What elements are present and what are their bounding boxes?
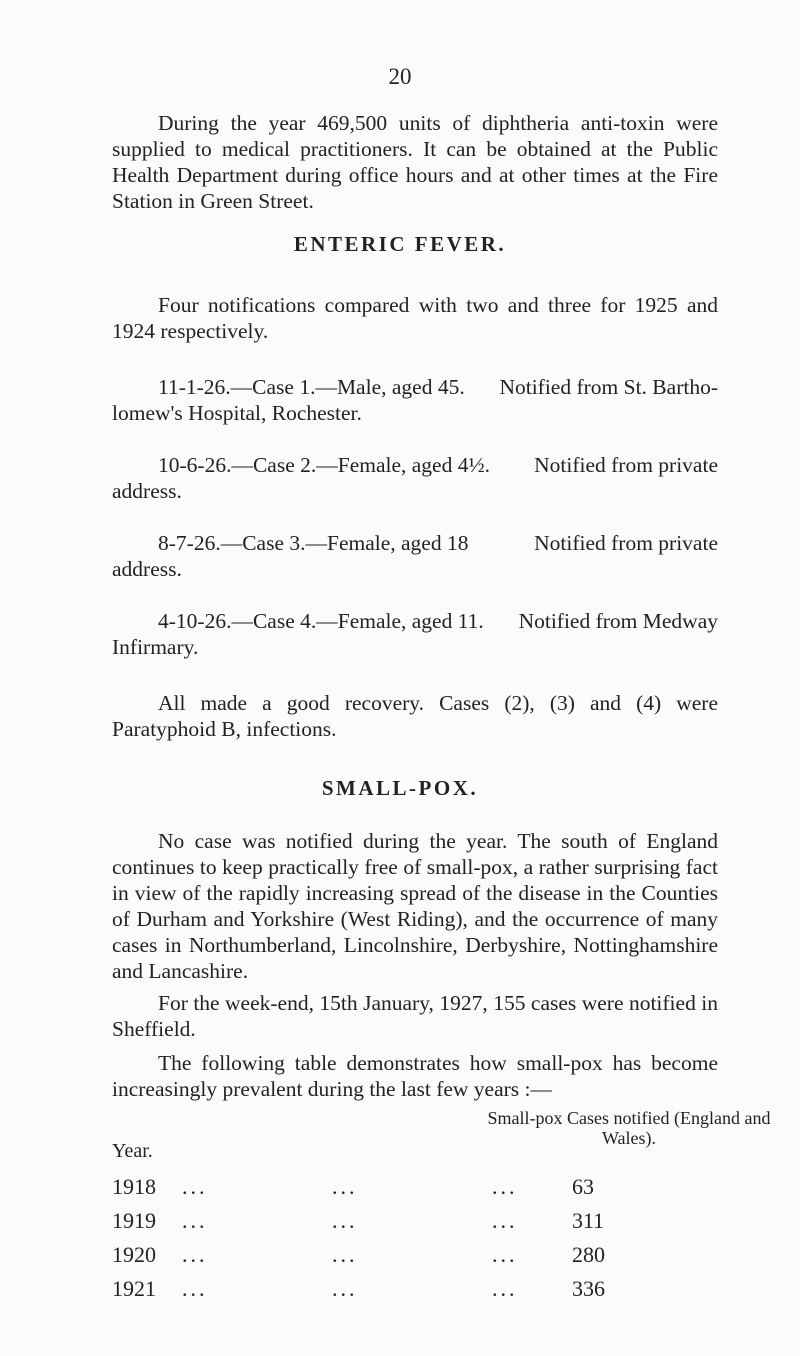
smallpox-heading: SMALL-POX. — [321, 776, 479, 800]
case-cont: address. — [112, 479, 182, 503]
table-row — [112, 1272, 718, 1306]
row-dots: ... — [332, 1242, 358, 1267]
enteric-case-1 — [112, 374, 718, 426]
table-row — [112, 1170, 718, 1204]
row-dots: ... — [492, 1276, 518, 1301]
enteric-case-4 — [112, 608, 718, 660]
case-right: Notified from Medway — [518, 609, 718, 633]
case-left: 8-7-26.—Case 3.—Female, aged 18 — [158, 531, 469, 555]
row-year: 1920 — [112, 1242, 156, 1267]
row-year: 1918 — [112, 1174, 156, 1199]
row-dots: ... — [182, 1174, 208, 1199]
row-dots: ... — [492, 1242, 518, 1267]
smallpox-paragraph-3: The following table demonstrates how small-pox has become increasingly prevalent during the last few years :— — [112, 1051, 718, 1101]
smallpox-paragraph-2: For the week-end, 15th January, 1927, 155 cases were notified in Sheffield. — [112, 991, 718, 1041]
row-dots: ... — [182, 1276, 208, 1301]
row-cases: 63 — [572, 1174, 594, 1199]
case-right: Notified from private — [534, 453, 718, 477]
row-dots: ... — [492, 1174, 518, 1199]
row-year: 1919 — [112, 1208, 156, 1233]
row-dots: ... — [492, 1208, 518, 1233]
enteric-recovery: All made a good recovery. Cases (2), (3) and (4) were Paratyphoid B, infections. — [112, 691, 718, 741]
row-cases: 336 — [572, 1276, 605, 1301]
case-cont: Infirmary. — [112, 635, 199, 659]
smallpox-paragraph-1: No case was notified during the year. The south of England continues to keep practically free of small-pox, a rather surprising fact in view of the rapidly increasing spread of the disease in the Counties of Durham and Yorkshire (West Riding), and the occurrence of many cases in Northumberland, Lincolnshire, Derbyshire, Nottinghamshire and Lancashire. — [112, 829, 718, 983]
row-cases: 280 — [572, 1242, 605, 1267]
case-left: 11-1-26.—Case 1.—Male, aged 45. — [158, 375, 465, 399]
row-dots: ... — [332, 1208, 358, 1233]
case-right: Notified from St. Bartho- — [499, 375, 718, 399]
row-year: 1921 — [112, 1276, 156, 1301]
row-dots: ... — [332, 1276, 358, 1301]
row-cases: 311 — [572, 1208, 605, 1233]
table-row — [112, 1204, 718, 1238]
table-row — [112, 1238, 718, 1272]
row-dots: ... — [182, 1208, 208, 1233]
case-cont: lomew's Hospital, Rochester. — [112, 401, 362, 425]
case-left: 4-10-26.—Case 4.—Female, aged 11. — [158, 609, 484, 633]
intro-paragraph: During the year 469,500 units of diphtheria anti-toxin were supplied to medical practitioners. It can be obtained at the Public Health Department during office hours and at other times at the Fire Station in Green Street. — [112, 111, 718, 213]
case-right: Notified from private — [534, 531, 718, 555]
enteric-summary: Four notifications compared with two and three for 1925 and 1924 respectively. — [112, 293, 718, 343]
enteric-case-3 — [112, 530, 718, 582]
case-left: 10-6-26.—Case 2.—Female, aged 4½. — [158, 453, 490, 477]
col-cases-header: Small-pox Cases notified (England and Wales). — [487, 1108, 771, 1148]
case-cont: address. — [112, 557, 182, 581]
col-year-header: Year. — [112, 1140, 153, 1162]
enteric-heading: ENTERIC FEVER. — [293, 232, 507, 256]
enteric-case-2 — [112, 452, 718, 504]
page-number: 20 — [388, 64, 412, 89]
row-dots: ... — [332, 1174, 358, 1199]
row-dots: ... — [182, 1242, 208, 1267]
smallpox-table — [112, 1170, 718, 1306]
